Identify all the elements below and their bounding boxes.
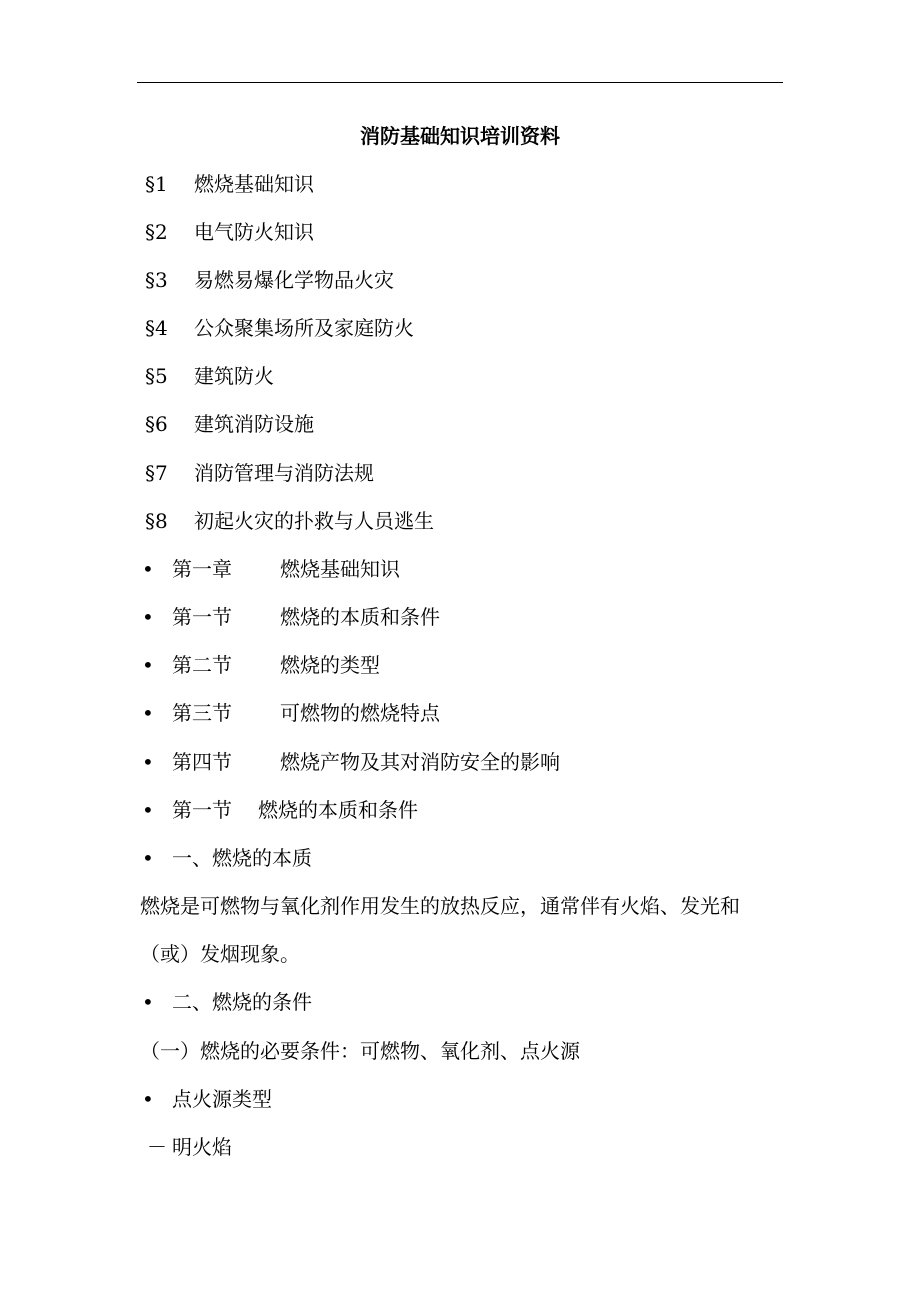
chapter-text: 可燃物的燃烧特点 bbox=[280, 701, 440, 725]
ignition-types-text: 点火源类型 bbox=[172, 1087, 272, 1111]
chapter-text: 燃烧基础知识 bbox=[280, 557, 400, 581]
bullet-icon: • bbox=[142, 798, 154, 822]
definition-line-2: （或）发烟现象。 bbox=[140, 942, 300, 966]
chapter-number: 第一章 bbox=[172, 557, 232, 581]
document-title: 消防基础知识培训资料 bbox=[360, 124, 560, 148]
section-heading-text: 燃烧的本质和条件 bbox=[258, 798, 418, 822]
section-text: 建筑消防设施 bbox=[194, 412, 314, 436]
section-mark: §1 bbox=[145, 172, 168, 196]
section-heading-number: 第一节 bbox=[172, 798, 232, 822]
section-mark: §5 bbox=[145, 364, 168, 388]
section-text: 易燃易爆化学物品火灾 bbox=[194, 268, 394, 292]
chapter-text: 燃烧产物及其对消防安全的影响 bbox=[280, 750, 560, 774]
bullet-icon: • bbox=[142, 653, 154, 677]
chapter-number: 第四节 bbox=[172, 750, 232, 774]
section-text: 消防管理与消防法规 bbox=[194, 461, 374, 485]
bullet-icon: • bbox=[142, 990, 154, 1014]
bullet-icon: • bbox=[142, 557, 154, 581]
chapter-text: 燃烧的本质和条件 bbox=[280, 605, 440, 629]
section-text: 电气防火知识 bbox=[194, 220, 314, 244]
chapter-number: 第二节 bbox=[172, 653, 232, 677]
chapter-text: 燃烧的类型 bbox=[280, 653, 380, 677]
bullet-icon: • bbox=[142, 701, 154, 725]
definition-line-1: 燃烧是可燃物与氧化剂作用发生的放热反应，通常伴有火焰、发光和 bbox=[140, 894, 740, 918]
dash-icon: － bbox=[147, 1135, 167, 1159]
section-mark: §4 bbox=[145, 316, 168, 340]
bullet-icon: • bbox=[142, 1087, 154, 1111]
section-mark: §8 bbox=[145, 509, 168, 533]
section-mark: §2 bbox=[145, 220, 168, 244]
section-text: 初起火灾的扑救与人员逃生 bbox=[194, 509, 434, 533]
section-text: 公众聚集场所及家庭防火 bbox=[194, 316, 414, 340]
section-mark: §3 bbox=[145, 268, 168, 292]
essence-heading-text: 一、燃烧的本质 bbox=[172, 846, 312, 870]
conditions-heading-text: 二、燃烧的条件 bbox=[172, 990, 312, 1014]
header-rule bbox=[137, 82, 783, 83]
section-mark: §6 bbox=[145, 412, 168, 436]
section-text: 建筑防火 bbox=[194, 364, 274, 388]
section-text: 燃烧基础知识 bbox=[194, 172, 314, 196]
bullet-icon: • bbox=[142, 846, 154, 870]
chapter-number: 第三节 bbox=[172, 701, 232, 725]
bullet-icon: • bbox=[142, 750, 154, 774]
open-flame-text: 明火焰 bbox=[172, 1135, 232, 1159]
necessary-conditions-text: （一）燃烧的必要条件：可燃物、氧化剂、点火源 bbox=[140, 1039, 580, 1063]
chapter-number: 第一节 bbox=[172, 605, 232, 629]
section-mark: §7 bbox=[145, 461, 168, 485]
bullet-icon: • bbox=[142, 605, 154, 629]
